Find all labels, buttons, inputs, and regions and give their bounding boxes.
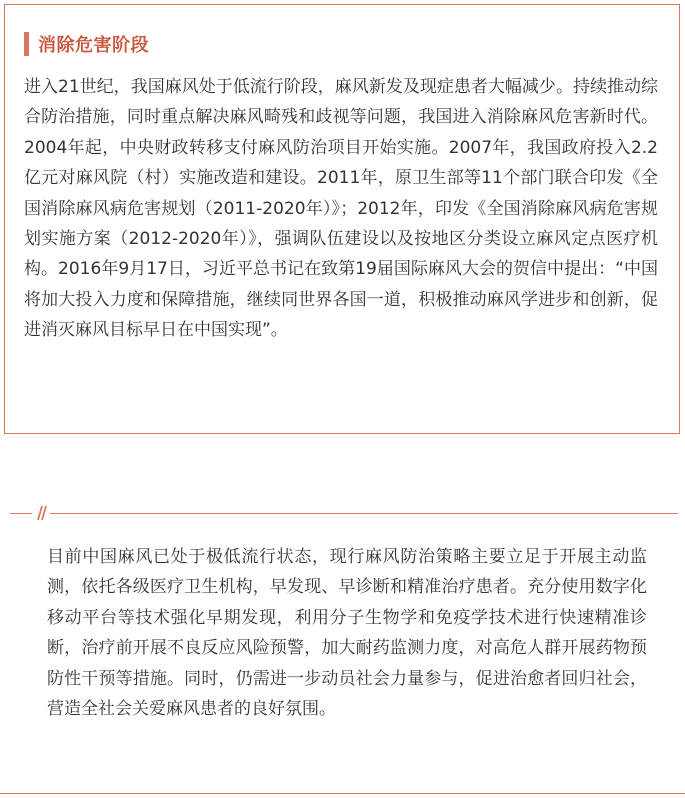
current-status-paragraph: 目前中国麻风已处于极低流行状态，现行麻风防治策略主要立足于开展主动监测，依托各级医疗卫生机构，早发现、早诊断和精准治疗患者。充分使用数字化移动平台等技术强化早期发现，利用分子生物学和免疫学技术进行快速精准诊断，治疗前开展不良反应风险预警，加大耐药监测力度，对高危人群开展药物预防性干预等措施。同时，仍需进一步动员社会力量参与，促进治愈者回归社会，营造全社会关爱麻风患者的良好氛围。 — [47, 547, 647, 720]
section-divider — [10, 504, 678, 522]
divider-line — [10, 513, 678, 514]
section-title-row — [24, 30, 149, 58]
section-title: 消除危害阶段 — [38, 35, 149, 56]
bottom-divider-line — [0, 793, 685, 794]
double-slash-icon — [32, 504, 50, 522]
history-paragraph: 进入21世纪，我国麻风处于低流行阶段，麻风新发及现症患者大幅减少。持续推动综合防治措施，同时重点解决麻风畸残和歧视等问题，我国进入消除麻风危害新时代。2004年起，中央财政转移支付麻风防治项目开始实施。2007年，我国政府投入2.2亿元对麻风院（村）实施改造和建设。2011年，原卫生部等11个部门联合印发《全国消除麻风病危害规划（2011-2020年）》；2012年，印发《全国消除麻风病危害规划实施方案（2012-2020年）》，强调队伍建设以及按地区分类设立麻风定点医疗机构。2016年9月17日，习近平总书记在致第19届国际麻风大会的贺信中提出：“中国将加大投入力度和保障措施，继续同世界各国一道，积极推动麻风学进步和创新，促进消灭麻风目标早日在中国实现”。 — [24, 77, 658, 341]
title-accent-bar — [24, 32, 29, 56]
